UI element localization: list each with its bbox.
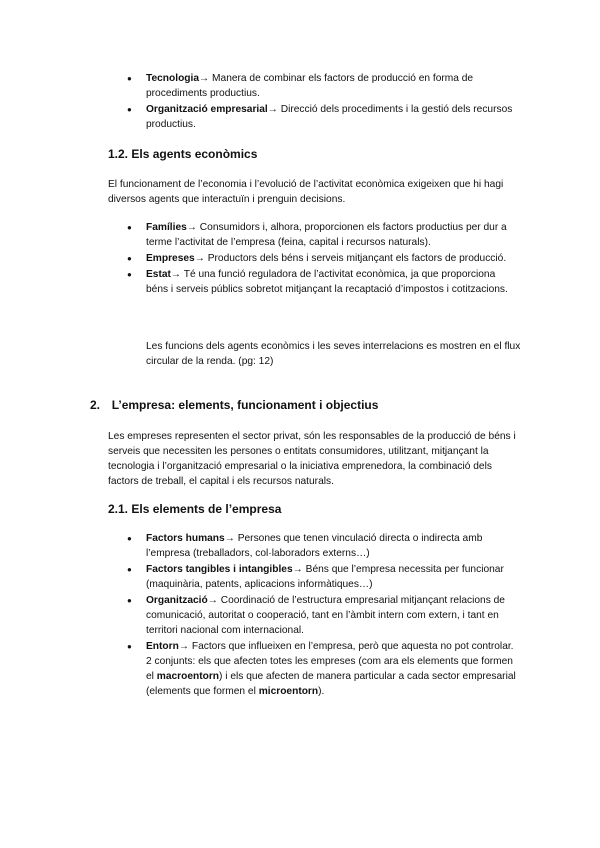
term: Organització: [146, 595, 208, 606]
arrow-icon: →: [267, 104, 278, 115]
chapter-title: L’empresa: elements, funcionament i objectius: [111, 398, 379, 412]
term: Entorn: [146, 641, 179, 652]
definition: Productors dels béns i serveis mitjançant els factors de producció.: [204, 253, 507, 264]
chapter-number: 2.: [90, 398, 101, 412]
list-item: [127, 102, 517, 132]
list-item: [127, 639, 517, 699]
paragraph: El funcionament de l’economia i l’evolució de l’activitat econòmica exigeixen que hi hagi diversos agents que interactuïn i prenguin decisions.: [108, 179, 504, 205]
definition: Consumidors i, alhora, proporcionen els factors productius per dur a terme l’activitat de l’empresa (feina, capital i recursos naturals).: [146, 222, 507, 248]
bullet-icon: ●: [127, 254, 132, 263]
definition: Béns que l’empresa necessita per funcionar (maquinària, patents, aplicacions informàtiques…): [146, 564, 504, 590]
list-item: [127, 251, 512, 266]
term: Estat: [146, 269, 171, 280]
definition: ).: [318, 686, 325, 697]
arrow-icon: →: [178, 641, 190, 652]
microentorn-term: microentorn: [258, 686, 319, 697]
technology-list: [127, 71, 517, 133]
bullet-icon: ●: [127, 223, 132, 232]
section-heading: 1.2. Els agents econòmics: [108, 147, 258, 161]
term: Organització empresarial: [146, 104, 268, 115]
definition: Direcció dels procediments i la gestió dels recursos productius.: [146, 104, 513, 130]
bullet-icon: ●: [127, 105, 132, 114]
bullet-icon: ●: [127, 270, 132, 279]
list-item: [127, 267, 512, 297]
arrow-icon: →: [292, 564, 303, 575]
arrow-icon: →: [207, 595, 218, 606]
list-item: [127, 71, 517, 101]
paragraph: Les funcions dels agents econòmics i les seves interrelacions es mostren en el flux circular de la renda. (pg: 12): [146, 341, 521, 367]
bullet-icon: ●: [127, 74, 132, 83]
arrow-icon: →: [199, 73, 210, 84]
term: Empreses: [146, 253, 195, 264]
arrow-icon: →: [224, 533, 235, 544]
agents-list: [127, 220, 512, 298]
definition: Factors que influeixen en l’empresa, però que aquesta no pot controlar. 2 conjunts: els que afecten totes les empreses (com ara els elements que formen el: [146, 641, 514, 682]
bullet-icon: ●: [127, 565, 132, 574]
bullet-icon: ●: [127, 642, 132, 651]
section-heading: 2.1. Els elements de l’empresa: [108, 502, 282, 516]
bullet-icon: ●: [127, 596, 132, 605]
chapter-heading: [90, 397, 378, 413]
arrow-icon: →: [194, 253, 205, 264]
definition: Persones que tenen vinculació directa o indirecta amb l’empresa (treballadors, col·laboradors externs…): [146, 533, 483, 559]
term: Factors humans: [146, 533, 225, 544]
list-item: [127, 562, 517, 592]
paragraph: Les empreses representen el sector privat, són les responsables de la producció de béns i serveis que necessiten les persones o entitats consumidores, utilitzant, mitjançant la tecnologia i l’organització empresarial o la iniciativa emprenedora, la combinació dels factors de treball, el capital i els recursos naturals.: [108, 431, 516, 487]
term: Tecnologia: [146, 73, 200, 84]
list-item: [127, 531, 517, 561]
definition: Coordinació de l’estructura empresarial mitjançant relacions de comunicació, autoritat o cooperació, tant en l’àmbit intern com extern, i tant en territori nacional com internacional.: [146, 595, 505, 636]
definition: ) i els que afecten de manera particular a cada sector empresarial (elements que formen el: [146, 671, 516, 697]
list-item: [127, 593, 517, 638]
list-item: [127, 220, 512, 250]
arrow-icon: →: [170, 269, 182, 280]
arrow-icon: →: [186, 222, 197, 233]
bullet-icon: ●: [127, 534, 132, 543]
macroentorn-term: macroentorn: [156, 671, 220, 682]
definition: Té una funció reguladora de l’activitat econòmica, ja que proporciona béns i serveis públics sobretot mitjançant la recaptació d’impostos i cotitzacions.: [146, 269, 508, 295]
definition: Manera de combinar els factors de producció en forma de procediments productius.: [146, 73, 474, 99]
elements-list: [127, 531, 517, 700]
term: Famílies: [146, 222, 187, 233]
term: Factors tangibles i intangibles: [146, 564, 293, 575]
